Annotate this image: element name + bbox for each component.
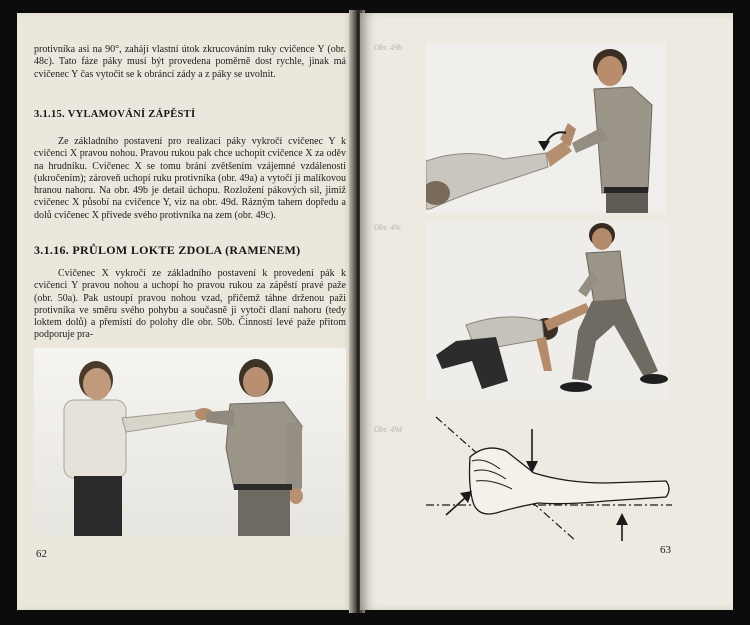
page-number-left: 62: [36, 548, 47, 560]
page-number-right: 63: [660, 544, 671, 556]
right-page: [360, 13, 733, 610]
intro-paragraph: protivníka asi na 90°, zahájí vlastní útok zkrucováním ruky cvičence Y (obr. 48c). Tato fáze páky musí být provedena poměrně dost rychle, jinak má cvičenec Y čas vytočit se k obráncí zády a z páky se uvolnit.: [34, 44, 346, 80]
figure-49a-photo: [34, 348, 346, 536]
section-elbow-break-text: Cvičenec X vykročí ze základního postavení k provedení pák k cvičenci Y pravou nohou a uchopí ho pravou rukou za zápěstí pravé paže (obr. 50a). Pak ustoupí pravou nohou vzad, přičemž táhne drženou paži protivníka ve směru svého pohybu a současně ji vytočí dlaní nahoru (tedy loktem dolů) a přemístí do polohy dle obr. 50b. Činností levé paže přitom podporuje pra-: [34, 268, 346, 341]
section-wrist-lock-text: Ze základního postavení pro realizaci páky vykročí cvičenec Y k cvičenci X pravou nohou. Pravou rukou pak chce uchopit cvičence X za oděv na hrudníku. Cvičenec X se tomu brání zvětšením vzájemné vzdálenosti (ukročením); zároveň uchopí ruku protivníka (obr. 49a) a vytočí ji malíkovou hranou nahoru. Na obr. 49b je detail úchopu. Rozložení pákových sil, jimiž cvičenec X působí na cvičence Y, viz na obr. 49d. Rázným tahem dopředu a dolů cvičenec X přivede svého protivníka na zem (obr. 49c).: [34, 136, 346, 221]
section-heading-wrist-lock: 3.1.15. VYLAMOVÁNÍ ZÁPĚSTÍ: [34, 109, 196, 120]
figure-49b-photo: [426, 43, 666, 213]
figure-49c-photo: [426, 221, 668, 401]
section-heading-elbow-break: 3.1.16. PRŮLOM LOKTE ZDOLA (RAMENEM): [34, 243, 301, 257]
figure-49b-caption: Obr. 49b: [374, 43, 403, 52]
figure-49d-drawing: [426, 409, 678, 544]
figure-49d-caption: Obr. 49d: [374, 425, 403, 434]
figure-49c-caption: Obr. 49c: [374, 223, 402, 232]
